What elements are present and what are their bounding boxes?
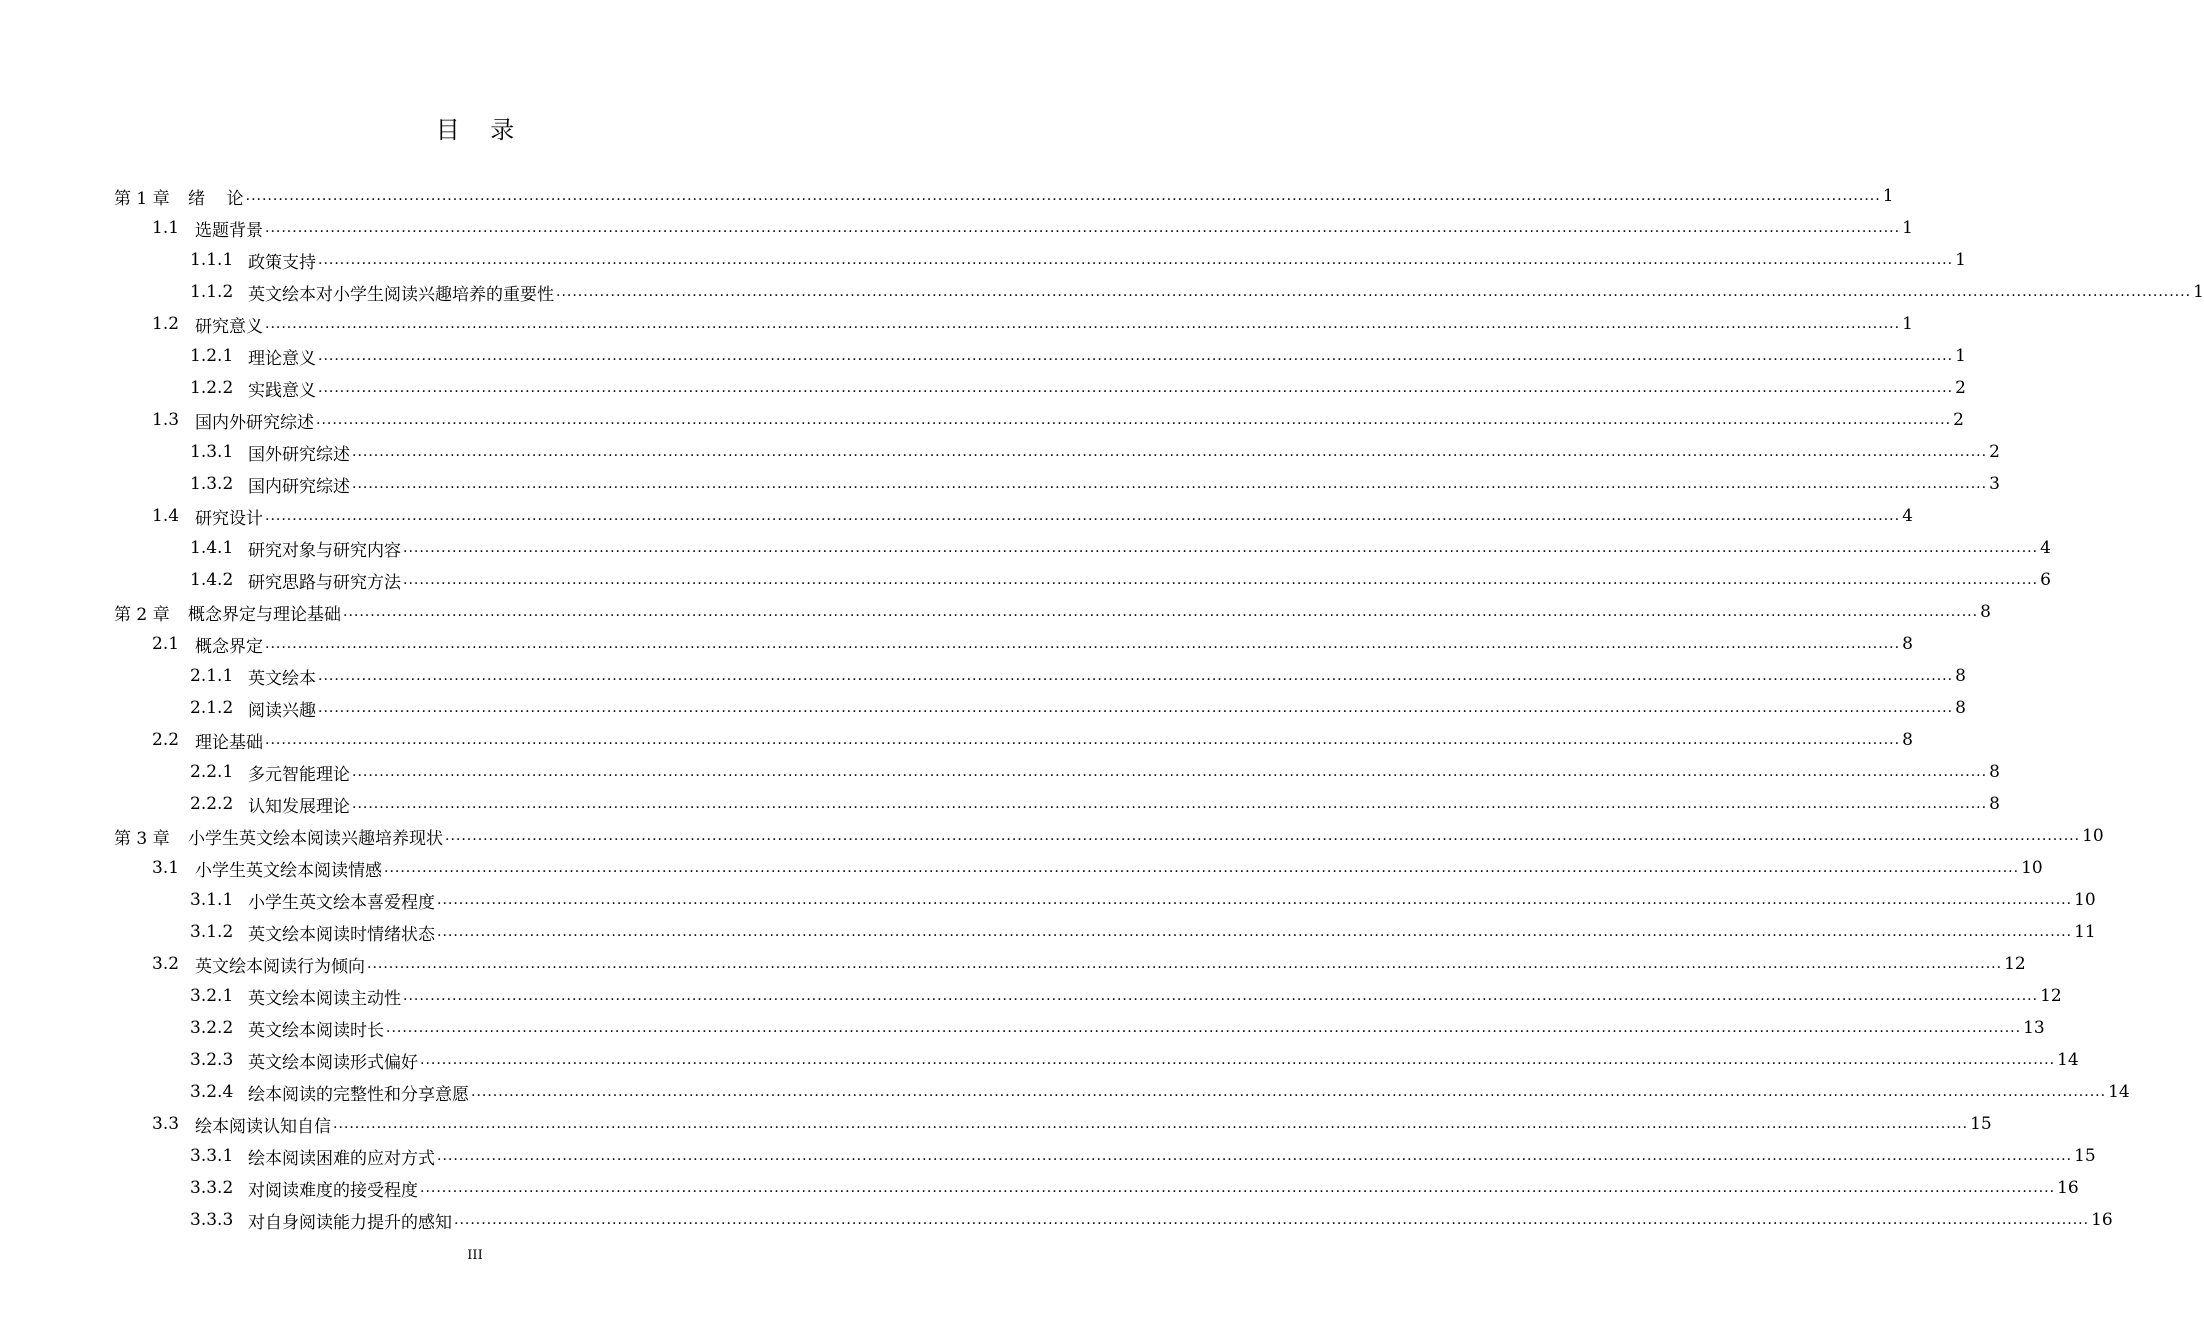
toc-entry-number: 1.1.2: [190, 282, 234, 302]
toc-leader-dots: ............................................................................................................................................................................................................................................................................................................: [403, 572, 2039, 588]
toc-entry-number: 1.3: [152, 410, 180, 430]
toc-entry-number: 3.2: [152, 954, 180, 974]
toc-entry-title: 英文绘本阅读行为倾向: [195, 956, 365, 977]
toc-leader-dots: ............................................................................................................................................................................................................................................................................................................: [265, 316, 1901, 332]
toc-entry-page: 8: [1989, 794, 2000, 814]
toc-entry-page: 1: [1955, 250, 1966, 270]
toc-entry-page: 1: [2193, 282, 2204, 302]
toc-leader-dots: ............................................................................................................................................................................................................................................................................................................: [471, 1084, 2107, 1100]
toc-leader-dots: ............................................................................................................................................................................................................................................................................................................: [265, 508, 1901, 524]
toc-entry-title: 理论基础: [195, 732, 263, 753]
toc-entry-number: 3.2.2: [190, 1018, 234, 1038]
toc-entry-page: 8: [1955, 666, 1966, 686]
toc-entry-page: 6: [2040, 570, 2051, 590]
toc-entry-title: 实践意义: [248, 380, 316, 401]
toc-entry-page: 8: [1902, 730, 1913, 750]
page-number: III: [467, 1248, 483, 1263]
toc-entry-title: 英文绘本阅读时情绪状态: [248, 924, 435, 945]
toc-entry-number: 2.2: [152, 730, 180, 750]
toc-entry-page: 12: [2040, 986, 2062, 1006]
toc-entry-page: 1: [1882, 186, 1894, 206]
toc-entry-number: 3.3.2: [190, 1178, 234, 1198]
toc-leader-dots: ............................................................................................................................................................................................................................................................................................................: [556, 284, 2192, 300]
toc-leader-dots: ............................................................................................................................................................................................................................................................................................................: [352, 796, 1988, 812]
toc-leader-dots: ............................................................................................................................................................................................................................................................................................................: [316, 412, 1952, 428]
toc-entry-number: 3.1.2: [190, 922, 234, 942]
toc-leader-dots: ............................................................................................................................................................................................................................................................................................................: [384, 860, 2020, 876]
toc-leader-dots: ............................................................................................................................................................................................................................................................................................................: [265, 732, 1901, 748]
toc-leader-dots: ............................................................................................................................................................................................................................................................................................................: [437, 924, 2073, 940]
toc-entry[interactable]: [190, 788, 2000, 820]
toc-entry-title: 多元智能理论: [248, 764, 350, 785]
toc-entry[interactable]: [190, 1204, 2113, 1236]
toc-entry-number: 1.4.1: [190, 538, 234, 558]
toc-entry-number: 3.3.3: [190, 1210, 234, 1230]
toc-leader-dots: ............................................................................................................................................................................................................................................................................................................: [386, 1020, 2022, 1036]
toc-entry-page: 15: [2074, 1146, 2096, 1166]
toc-leader-dots: ............................................................................................................................................................................................................................................................................................................: [318, 348, 1954, 364]
toc-entry[interactable]: [190, 1172, 2079, 1204]
toc-entry-number: 1.2.2: [190, 378, 234, 398]
toc-entry-page: 1: [1902, 314, 1913, 334]
toc-entry-page: 2: [1989, 442, 2000, 462]
toc-entry-number: 第 1 章: [114, 188, 170, 209]
toc-entry[interactable]: [152, 724, 1913, 756]
toc-entry[interactable]: [190, 244, 1966, 276]
toc-entry-page: 8: [1989, 762, 2000, 782]
toc-entry[interactable]: [190, 532, 2051, 564]
toc-entry-title: 国内外研究综述: [195, 412, 314, 433]
toc-leader-dots: ............................................................................................................................................................................................................................................................................................................: [445, 828, 2081, 844]
toc-entry-page: 11: [2074, 922, 2096, 942]
toc-entry-title: 英文绘本阅读形式偏好: [248, 1052, 418, 1073]
toc-entry-number: 3.1.1: [190, 890, 234, 910]
toc-entry-title: 小学生英文绘本喜爱程度: [248, 892, 435, 913]
toc-entry-page: 13: [2023, 1018, 2045, 1038]
toc-entry-title: 对自身阅读能力提升的感知: [248, 1212, 452, 1233]
toc-entry[interactable]: [190, 692, 1966, 724]
toc-entry[interactable]: [190, 1012, 2045, 1044]
toc-leader-dots: ............................................................................................................................................................................................................................................................................................................: [352, 444, 1988, 460]
toc-entry-number: 3.3: [152, 1114, 180, 1134]
toc-entry-title: 绘本阅读困难的应对方式: [248, 1148, 435, 1169]
toc-entry-title: 绘本阅读认知自信: [195, 1116, 331, 1137]
toc-entry[interactable]: [114, 180, 1894, 212]
toc-entry[interactable]: [152, 1108, 1992, 1140]
toc-leader-dots: ............................................................................................................................................................................................................................................................................................................: [245, 188, 1881, 204]
toc-entry[interactable]: [190, 756, 2000, 788]
toc-leader-dots: ............................................................................................................................................................................................................................................................................................................: [318, 668, 1954, 684]
toc-leader-dots: ............................................................................................................................................................................................................................................................................................................: [352, 764, 1988, 780]
toc-entry[interactable]: [190, 276, 2204, 308]
toc-entry-page: 12: [2004, 954, 2026, 974]
toc-entry-title: 对阅读难度的接受程度: [248, 1180, 418, 1201]
toc-leader-dots: ............................................................................................................................................................................................................................................................................................................: [343, 604, 1979, 620]
toc-entry[interactable]: [114, 820, 2104, 852]
toc-entry[interactable]: [190, 436, 2000, 468]
toc-leader-dots: ............................................................................................................................................................................................................................................................................................................: [318, 700, 1954, 716]
toc-entry-title: 选题背景: [195, 220, 263, 241]
toc-entry[interactable]: [152, 308, 1913, 340]
toc-leader-dots: ............................................................................................................................................................................................................................................................................................................: [367, 956, 2003, 972]
toc-entry[interactable]: [190, 980, 2062, 1012]
toc-entry[interactable]: [152, 500, 1913, 532]
toc-entry-page: 8: [1902, 634, 1913, 654]
toc-entry-number: 第 3 章: [114, 828, 170, 849]
toc-entry-page: 2: [1953, 410, 1964, 430]
toc-entry-number: 3.3.1: [190, 1146, 234, 1166]
toc-entry-page: 1: [1902, 218, 1913, 238]
toc-entry-title: 英文绘本: [248, 668, 316, 689]
toc-entry-number: 3.1: [152, 858, 180, 878]
toc-entry-number: 3.2.4: [190, 1082, 234, 1102]
toc-leader-dots: ............................................................................................................................................................................................................................................................................................................: [403, 540, 2039, 556]
toc-entry-title: 研究意义: [195, 316, 263, 337]
toc-leader-dots: ............................................................................................................................................................................................................................................................................................................: [420, 1052, 2056, 1068]
toc-entry[interactable]: [190, 372, 1966, 404]
toc-entry-page: 8: [1955, 698, 1966, 718]
toc-leader-dots: ............................................................................................................................................................................................................................................................................................................: [420, 1180, 2056, 1196]
toc-entry-title: 政策支持: [248, 252, 316, 273]
toc-leader-dots: ............................................................................................................................................................................................................................................................................................................: [352, 476, 1988, 492]
toc-entry-page: 14: [2057, 1050, 2079, 1070]
toc-entry[interactable]: [114, 596, 1991, 628]
toc-entry-page: 8: [1980, 602, 1991, 622]
toc-leader-dots: ............................................................................................................................................................................................................................................................................................................: [318, 380, 1954, 396]
toc-entry-number: 3.2.1: [190, 986, 234, 1006]
toc-entry-title: 概念界定: [195, 636, 263, 657]
toc-entry-number: 2.2.1: [190, 762, 234, 782]
toc-entry[interactable]: [190, 660, 1966, 692]
toc-entry[interactable]: [190, 1076, 2130, 1108]
toc-entry-page: 2: [1955, 378, 1966, 398]
toc-entry-title: 国外研究综述: [248, 444, 350, 465]
toc-entry[interactable]: [152, 948, 2026, 980]
toc-leader-dots: ............................................................................................................................................................................................................................................................................................................: [318, 252, 1954, 268]
toc-entry-title: 英文绘本对小学生阅读兴趣培养的重要性: [248, 284, 554, 305]
toc-entry-title: 研究思路与研究方法: [248, 572, 401, 593]
toc-entry[interactable]: [190, 1140, 2096, 1172]
toc-leader-dots: ............................................................................................................................................................................................................................................................................................................: [454, 1212, 2090, 1228]
toc-entry-page: 10: [2082, 826, 2104, 846]
toc-entry-title: 小学生英文绘本阅读情感: [195, 860, 382, 881]
toc-entry-page: 4: [1902, 506, 1913, 526]
toc-entry-number: 1.4: [152, 506, 180, 526]
toc-leader-dots: ............................................................................................................................................................................................................................................................................................................: [437, 892, 2073, 908]
toc-leader-dots: ............................................................................................................................................................................................................................................................................................................: [265, 220, 1901, 236]
toc-entry-title: 国内研究综述: [248, 476, 350, 497]
toc-leader-dots: ............................................................................................................................................................................................................................................................................................................: [333, 1116, 1969, 1132]
toc-entry-title: 认知发展理论: [248, 796, 350, 817]
toc-entry-number: 2.1.1: [190, 666, 234, 686]
toc-entry-page: 15: [1970, 1114, 1992, 1134]
toc-entry-title: 绘本阅读的完整性和分享意愿: [248, 1084, 469, 1105]
toc-entry-number: 1.3.1: [190, 442, 234, 462]
toc-entry-title: 研究设计: [195, 508, 263, 529]
toc-entry[interactable]: [190, 564, 2051, 596]
toc-entry-page: 4: [2040, 538, 2051, 558]
toc-entry-page: 1: [1955, 346, 1966, 366]
toc-entry-page: 10: [2074, 890, 2096, 910]
toc-entry[interactable]: [152, 852, 2043, 884]
toc-entry[interactable]: [152, 404, 1964, 436]
toc-entry[interactable]: [152, 628, 1913, 660]
toc-entry-title: 理论意义: [248, 348, 316, 369]
toc-entry-title: 绪 论: [188, 188, 244, 209]
toc-leader-dots: ............................................................................................................................................................................................................................................................................................................: [403, 988, 2039, 1004]
toc-entry-page: 3: [1989, 474, 2000, 494]
toc-entry-page: 16: [2091, 1210, 2113, 1230]
toc-entry-page: 14: [2108, 1082, 2130, 1102]
toc-entry-number: 2.2.2: [190, 794, 234, 814]
toc-entry-page: 10: [2021, 858, 2043, 878]
toc-entry-title: 阅读兴趣: [248, 700, 316, 721]
toc-leader-dots: ............................................................................................................................................................................................................................................................................................................: [437, 1148, 2073, 1164]
toc-entry-title: 英文绘本阅读主动性: [248, 988, 401, 1009]
toc-entry[interactable]: [152, 212, 1913, 244]
toc-entry-number: 1.4.2: [190, 570, 234, 590]
toc-entry[interactable]: [190, 468, 2000, 500]
toc-entry[interactable]: [190, 916, 2096, 948]
toc-entry-number: 2.1.2: [190, 698, 234, 718]
toc-entry-title: 概念界定与理论基础: [188, 604, 341, 625]
toc-entry-number: 1.2: [152, 314, 180, 334]
toc-entry[interactable]: [190, 1044, 2079, 1076]
toc-entry-number: 1.1.1: [190, 250, 234, 270]
toc-entry-number: 2.1: [152, 634, 180, 654]
toc-entry[interactable]: [190, 340, 1966, 372]
toc-entry[interactable]: [190, 884, 2096, 916]
toc-entry-number: 1.3.2: [190, 474, 234, 494]
toc-entry-title: 小学生英文绘本阅读兴趣培养现状: [188, 828, 443, 849]
toc-title: 目 录: [435, 116, 515, 144]
toc-entry-number: 1.2.1: [190, 346, 234, 366]
toc-entry-number: 第 2 章: [114, 604, 170, 625]
toc-entry-number: 3.2.3: [190, 1050, 234, 1070]
toc-entry-title: 研究对象与研究内容: [248, 540, 401, 561]
toc-entry-page: 16: [2057, 1178, 2079, 1198]
toc-leader-dots: ............................................................................................................................................................................................................................................................................................................: [265, 636, 1901, 652]
toc-entry-number: 1.1: [152, 218, 180, 238]
toc-entry-title: 英文绘本阅读时长: [248, 1020, 384, 1041]
